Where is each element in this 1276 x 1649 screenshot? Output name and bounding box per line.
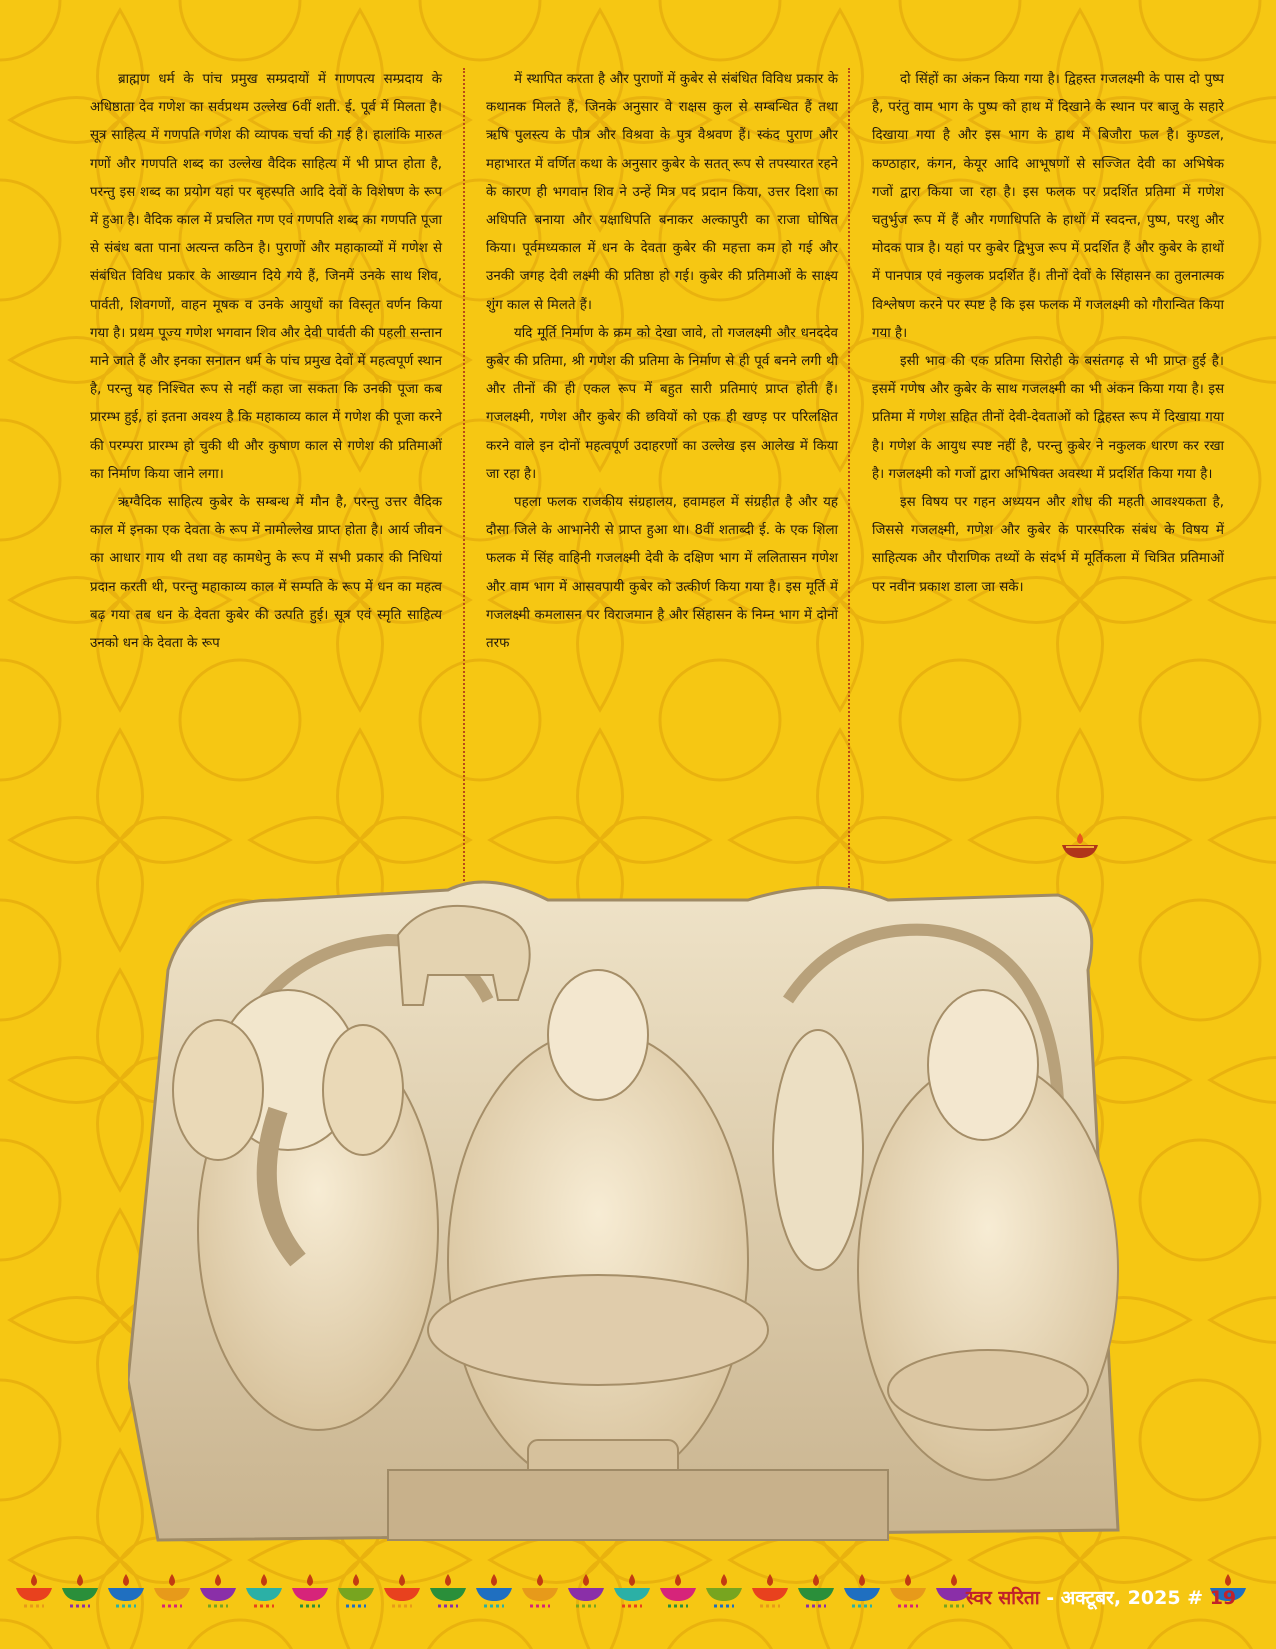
article-column-1 [90, 66, 442, 658]
column-divider [463, 68, 465, 888]
diya-icon [798, 1574, 834, 1606]
diya-icon [154, 1574, 190, 1606]
magazine-name: स्वर सरिता [966, 1587, 1040, 1609]
paragraph: पहला फलक राजकीय संग्रहालय, हवामहल में संग्रहीत है और यह दौसा जिले के आभानेरी से प्राप्त हुआ था। 8वीं शताब्दी ई. के एक शिला फलक में सिंह वाहिनी गजलक्ष्मी देवी के दक्षिण भाग में ललितासन गणेश और वाम भाग में आसवपायी कुबेर को उत्कीर्ण किया गया है। इस मूर्ति में गजलक्ष्मी कमलासन पर विराजमान है और सिंहासन के निम्न भाग में दोनों तरफ [486, 495, 838, 652]
diya-icon [844, 1574, 880, 1606]
diya-icon [338, 1574, 374, 1606]
diya-icon [430, 1574, 466, 1606]
diya-icon [108, 1574, 144, 1606]
paragraph: इस विषय पर गहन अध्ययन और शोध की महती आवश्यकता है, जिससे गजलक्ष्मी, गणेश और कुबेर के पारस्परिक संबंध के विषय में साहित्यक और पौराणिक तथ्यों के संदर्भ में मूर्तिकला में चित्रित प्रतिमाओं पर नवीन प्रकाश डाला जा सके। [872, 495, 1224, 595]
article-column-2 [486, 66, 838, 658]
diya-icon [890, 1574, 926, 1606]
diya-icon [706, 1574, 742, 1606]
diya-icon [568, 1574, 604, 1606]
diya-icon [200, 1574, 236, 1606]
diya-icon [660, 1574, 696, 1606]
diya-icon [476, 1574, 512, 1606]
page-footer [966, 1584, 1236, 1610]
paragraph: ऋग्वैदिक साहित्य कुबेर के सम्बन्ध में मौन है, परन्तु उत्तर वैदिक काल में इनका एक देवता के रूप में नामोल्लेख प्राप्त होता है। आर्य जीवन का आधार गाय थी तथा वह कामधेनु के रूप में सभी प्रकार की निधियां प्रदान करती थी, परन्तु महाकाव्य काल में सम्पति के रूप में धन का महत्व बढ़ गया तब धन के देवता कुबेर की उत्पति हुई। सूत्र एवं स्मृति साहित्य उनको धन के देवता के रूप [90, 495, 442, 652]
column-divider [848, 68, 850, 888]
diya-icon [16, 1574, 52, 1606]
paragraph: दो सिंहों का अंकन किया गया है। द्विहस्त गजलक्ष्मी के पास दो पुष्प है, परंतु वाम भाग के पुष्प को हाथ में दिखाने के स्थान पर बाजु के सहारे दिखाया गया है और इस भाग के हाथ में बिजौरा फल है। कुण्डल, कण्ठाहार, कंगन, केयूर आदि आभूषणों से सज्जित देवी का अभिषेक गजों द्वारा किया जा रहा है। इस फलक पर प्रदर्शित प्रतिमा में गणेश चतुर्भुज रूप में हैं और गणाधिपति के हाथों में स्वदन्त, पुष्प, परशु और मोदक पात्र है। यहां पर कुबेर द्विभुज रूप में प्रदर्शित हैं और कुबेर के हाथों में पानपात्र एवं नकुलक प्रदर्शित हैं। तीनों देवों के सिंहासन का तुलनात्मक विश्लेषण करने पर स्पष्ट है कि इस फलक में गजलक्ष्मी को गौरान्वित किया गया है। [872, 72, 1224, 341]
diya-icon [752, 1574, 788, 1606]
sculpture-illustration [128, 880, 1148, 1550]
diya-icon [384, 1574, 420, 1606]
diya-icon [614, 1574, 650, 1606]
diya-icon [522, 1574, 558, 1606]
page-number: 19 [1209, 1587, 1237, 1609]
paragraph: में स्थापित करता है और पुराणों में कुबेर से संबंधित विविध प्रकार के कथानक मिलते हैं, जिनके अनुसार वे राक्षस कुल से सम्बन्धित हैं तथा ऋषि पुलस्त्य के पौत्र और विश्रवा के पुत्र वैश्रवण हैं। स्कंद पुराण और महाभारत में वर्णित कथा के अनुसार कुबेर के सतत् रूप से तपस्यारत रहने के कारण ही भगवान शिव ने उन्हें मित्र पद प्रदान किया, उत्तर दिशा का अधिपति बनाया और यक्षाधिपति बनाकर अल्कापुरी का राजा घोषित किया। पूर्वमध्यकाल में धन के देवता कुबेर की महत्ता कम हो गई और उनकी जगह देवी लक्ष्मी की प्रतिष्ठा हो गई। कुबेर की प्रतिमाओं के साक्ष्य शुंग काल से मिलते हैं। [486, 72, 838, 313]
diya-icon [246, 1574, 282, 1606]
issue-date: - अक्टूबर, 2025 # [1039, 1587, 1210, 1609]
diya-icon [292, 1574, 328, 1606]
paragraph: इसी भाव की एक प्रतिमा सिरोही के बसंतगढ़ से भी प्राप्त हुई है। इसमें गणेष और कुबेर के साथ गजलक्ष्मी का भी अंकन किया गया है। इस प्रतिमा में गणेश सहित तीनों देवी-देवताओं को द्विहस्त रूप में दिखाया गया है। गणेश के आयुध स्पष्ट नहीं है, परन्तु कुबेर ने नकुलक धारण कर रखा है। गजलक्ष्मी को गजों द्वारा अभिषिक्त अवस्था में प्रदर्शित किया गया है। [872, 354, 1224, 482]
paragraph: यदि मूर्ति निर्माण के क्रम को देखा जावे, तो गजलक्ष्मी और धनददेव कुबेर की प्रतिमा, श्री गणेश की प्रतिमा के निर्माण से ही पूर्व बनने लगी थी और तीनों की ही एकल रूप में बहुत सारी प्रतिमाएं प्राप्त होती हैं। गजलक्ष्मी, गणेश और कुबेर की छवियों को एक ही खण्ड़ पर परिलक्षित करने वाले इन दोनों महत्वपूर्ण उदाहरणों का उल्लेख इस आलेख में किया जा रहा है। [486, 325, 838, 482]
diya-icon [1060, 833, 1100, 859]
article-column-3 [872, 66, 1224, 602]
diya-icon [62, 1574, 98, 1606]
paragraph: ब्राह्मण धर्म के पांच प्रमुख सम्प्रदायों में गाणपत्य सम्प्रदाय के अधिष्ठाता देव गणेश का सर्वप्रथम उल्लेख 6वीं शती. ई. पूर्व में मिलता है। सूत्र साहित्य में गणपति गणेश की व्यापक चर्चा की गई है। हालांकि मारुत गणों और गणपति शब्द का उल्लेख वैदिक साहित्य में भी प्राप्त होता है, परन्तु इस शब्द का प्रयोग यहां पर बृहस्पति आदि देवों के विशेषण के रूप में हुआ है। वैदिक काल में प्रचलित गण एवं गणपति शब्द का गणपति पूजा से संबंध बता पाना अत्यन्त कठिन है। पुराणों और महाकाव्यों में गणेश से संबंधित विविध प्रकार के आख्यान दिये गये हैं, जिनमें उनके साथ शिव, पार्वती, शिवगणों, वाहन मूषक व उनके आयुधों का विस्तृत वर्णन किया गया है। प्रथम पूज्य गणेश भगवान शिव और देवी पार्वती की पहली सन्तान माने जाते हैं और इनका सनातन धर्म के पांच प्रमुख देवों में महत्वपूर्ण स्थान है, परन्तु यह निश्चित रूप से नहीं कहा जा सकता कि उनकी पूजा कब प्रारम्भ हुई, हां इतना अवश्य है कि महाकाव्य काल में गणेश की पूजा करने की परम्परा प्रारम्भ हो चुकी थी और कुषाण काल से गणेश की प्रतिमाओं का निर्माण किया जाने लगा। [90, 72, 442, 482]
